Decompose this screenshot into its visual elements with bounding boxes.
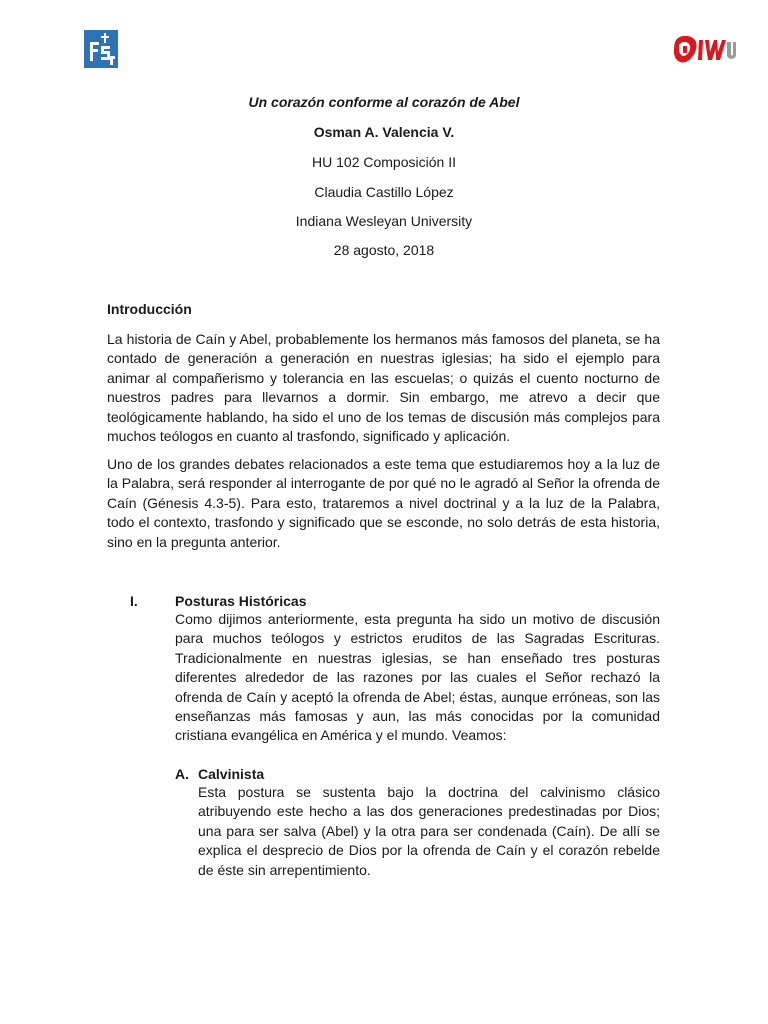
intro-paragraph-1: La historia de Caín y Abel, probablemente los hermanos más famosos del planeta, se ha contado de generación a generación en nuestras iglesias; ha sido el ejemplo para animar al compañerismo y tolerancia en las escuelas; o quizás el cuento nocturno de nuestros padres para llevarnos a dormir. Sin embargo, me atrevo a decir que teológicamente hablando, ha sido el uno de los temas de discusión más complejos para muchos teólogos en cuanto al trasfondo, significado y aplicación. [107, 331, 660, 445]
intro-heading: Introducción [107, 301, 192, 317]
document-date: 28 agosto, 2018 [333, 242, 435, 258]
seminary-logo [84, 30, 118, 68]
seminary-logo-mark [84, 30, 118, 68]
university-name: Indiana Wesleyan University [295, 213, 473, 229]
subsection-number: A. [175, 766, 189, 782]
section-number: I. [130, 593, 138, 609]
subsection-paragraph: Esta postura se sustenta bajo la doctrina del calvinismo clásico atribuyendo este hecho a las dos generaciones predestinadas por Dios; una para ser salva (Abel) y la otra para ser condenada (Caín). De allí se explica el desprecio de Dios por la ofrenda de Caín y el corazón rebelde de éste sin arrepentimiento. [198, 784, 660, 878]
section-paragraph: Como dijimos anteriormente, esta pregunta ha sido un motivo de discusión para muchos teólogos y estrictos eruditos de las Sagradas Escrituras. Tradicionalmente en nuestras iglesias, se han enseñado tres posturas diferentes alrededor de las razones por las cuales el Señor rechazó la ofrenda de Caín y aceptó la ofrenda de Abel; éstas, aunque erróneas, son las enseñanzas más famosas y aun, las más conocidas por la comunidad cristiana evangélica en América y el mundo. Veamos: [175, 611, 660, 744]
subsection-title: Calvinista [198, 766, 265, 782]
course-name: HU 102 Composición II [312, 154, 456, 170]
section-title: Posturas Históricas [175, 593, 307, 609]
intro-paragraph-2: Uno de los grandes debates relacionados a este tema que estudiaremos hoy a la luz de la Palabra, será responder al interrogante de por qué no le agradó al Señor la ofrenda de Caín (Génesis 4.3-5). Para esto, trataremos a nivel doctrinal y a la luz de la Palabra, todo el contexto, trasfondo y significado que se esconde, no solo detrás de esta historia, sino en la pregunta anterior. [107, 456, 660, 550]
teacher-name: Claudia Castillo López [314, 184, 454, 200]
university-logo [672, 34, 738, 66]
document-title: Un corazón conforme al corazón de Abel [248, 94, 520, 110]
university-logo-mark [672, 34, 738, 66]
author-name: Osman A. Valencia V. [313, 124, 455, 140]
